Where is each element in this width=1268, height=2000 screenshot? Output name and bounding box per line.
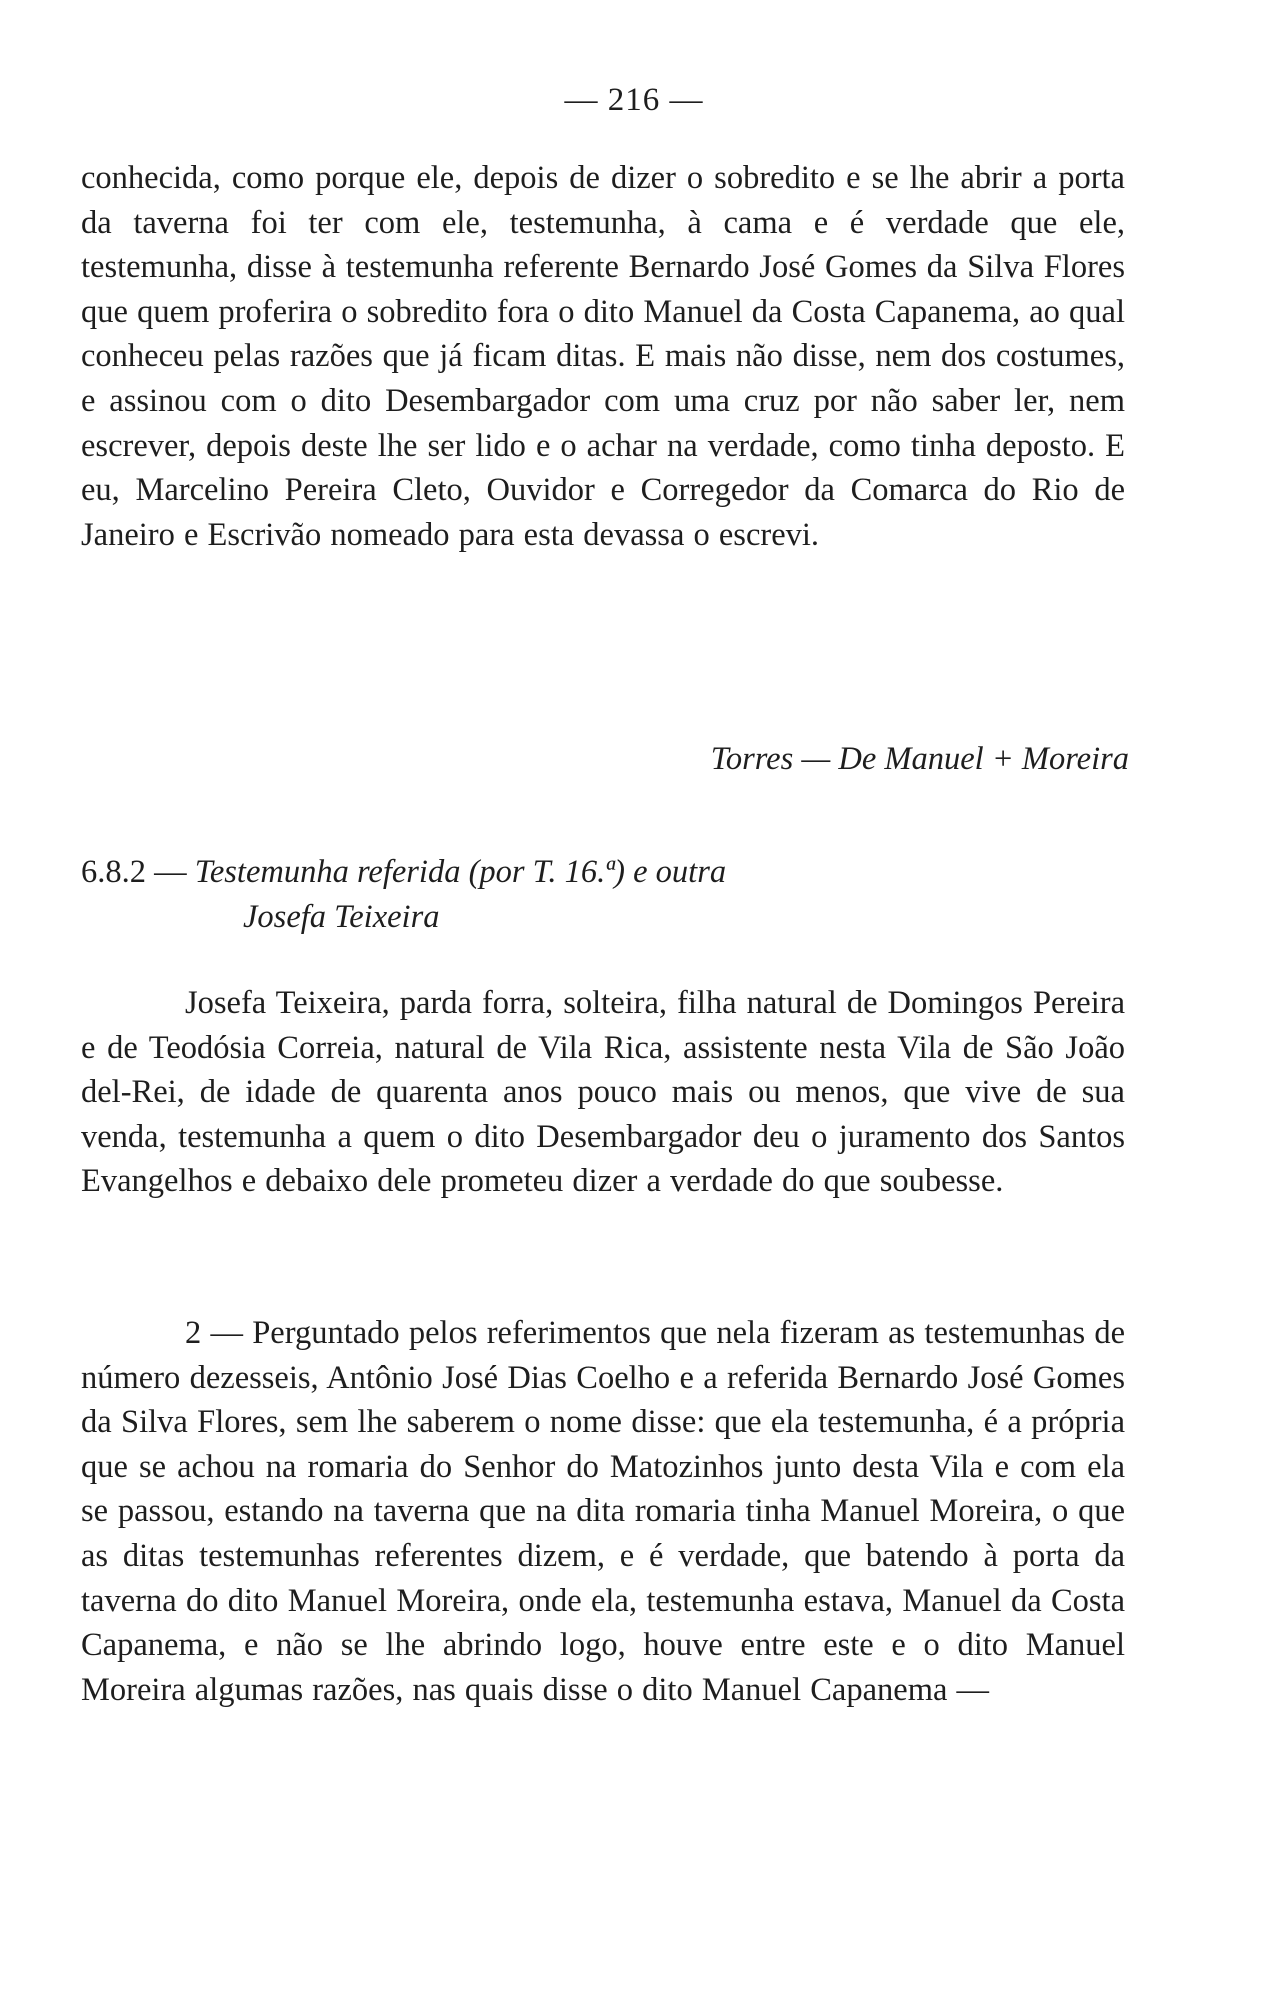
section-subtitle: Josefa Teixeira (243, 898, 440, 935)
paragraph-continuation: conhecida, como porque ele, depois de dizer o sobredito e se lhe abrir a porta da taverna foi ter com ele, testemunha, à cama e é verdade que ele, testemunha, disse à testemunha referente Bernardo José Gomes da Silva Flores que quem proferira o sobredito fora o dito Manuel da Costa Capanema, ao qual conheceu pelas razões que já ficam ditas. E mais não disse, nem dos costumes, e assinou com o dito Desembargador com uma cruz por não saber ler, nem escrever, depois deste lhe ser lido e o achar na verdade, como tinha deposto. E eu, Marcelino Pereira Cleto, Ouvidor e Corregedor da Comarca do Rio de Janeiro e Escrivão nomeado para esta devassa o escrevi. (81, 160, 1125, 553)
section-title: Testemunha referida (por T. 16.ª) e outra (194, 854, 727, 890)
page-number: — 216 — (564, 82, 704, 118)
paragraph-testimony: 2 — Perguntado pelos referimentos que nela fizeram as testemunhas de número dezesseis, Antônio José Dias Coelho e a referida Bernardo José Gomes da Silva Flores, sem lhe saberem o nome disse: que ela testemunha, é a própria que se achou na romaria do Senhor do Matozinhos junto desta Vila e com ela se passou, estando na taverna que na dita romaria tinha Manuel Moreira, o que as ditas testemunhas referentes dizem, e é verdade, que batendo à porta da taverna do dito Manuel Moreira, onde ela, testemunha estava, Manuel da Costa Capanema, e não se lhe abrindo logo, houve entre este e o dito Manuel Moreira algumas razões, nas quais disse o dito Manuel Capanema — (81, 1315, 1125, 1708)
paragraph-witness-intro: Josefa Teixeira, parda forra, solteira, filha natural de Domingos Pereira e de Teodósia Correia, natural de Vila Rica, assistente nesta Vila de São João del-Rei, de idade de quarenta anos pouco mais ou menos, que vive de sua venda, testemunha a quem o dito Desembargador deu o juramento dos Santos Evangelhos e debaixo dele prometeu dizer a verdade do que soubesse. (81, 985, 1125, 1200)
section-heading (81, 850, 1081, 939)
section-number: 6.8.2 — (81, 854, 187, 890)
signature-line: Torres — De Manuel + Moreira (710, 741, 1129, 777)
